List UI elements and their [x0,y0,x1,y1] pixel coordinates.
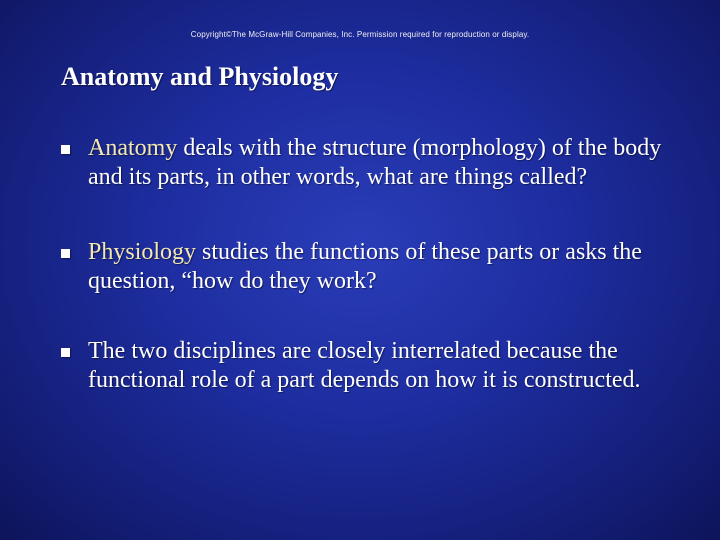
bullet-item-anatomy [59,134,679,192]
bullet-text [88,238,679,296]
bullet-item-physiology [59,238,679,296]
bullet-body: The two disciplines are closely interrelated because the functional role of a part depends on how it is constructed. [88,338,641,393]
bullet-text [88,134,679,192]
slide-title: Anatomy and Physiology [61,62,339,91]
copyright-notice: Copyright©The McGraw-Hill Companies, Inc. Permission required for reproduction or display. [190,30,530,39]
square-bullet-icon [61,145,70,154]
bullet-body: deals with the structure (morphology) of the body and its parts, in other words, what are things called? [88,135,662,190]
bullet-item-disciplines [59,337,679,395]
bullet-text [88,337,679,395]
term-anatomy: Anatomy [88,135,178,161]
bullet-body: studies the functions of these parts or asks the question, “how do they work? [88,239,642,294]
bullet-list [59,134,679,395]
square-bullet-icon [61,348,70,357]
term-physiology: Physiology [88,239,197,265]
square-bullet-icon [61,249,70,258]
